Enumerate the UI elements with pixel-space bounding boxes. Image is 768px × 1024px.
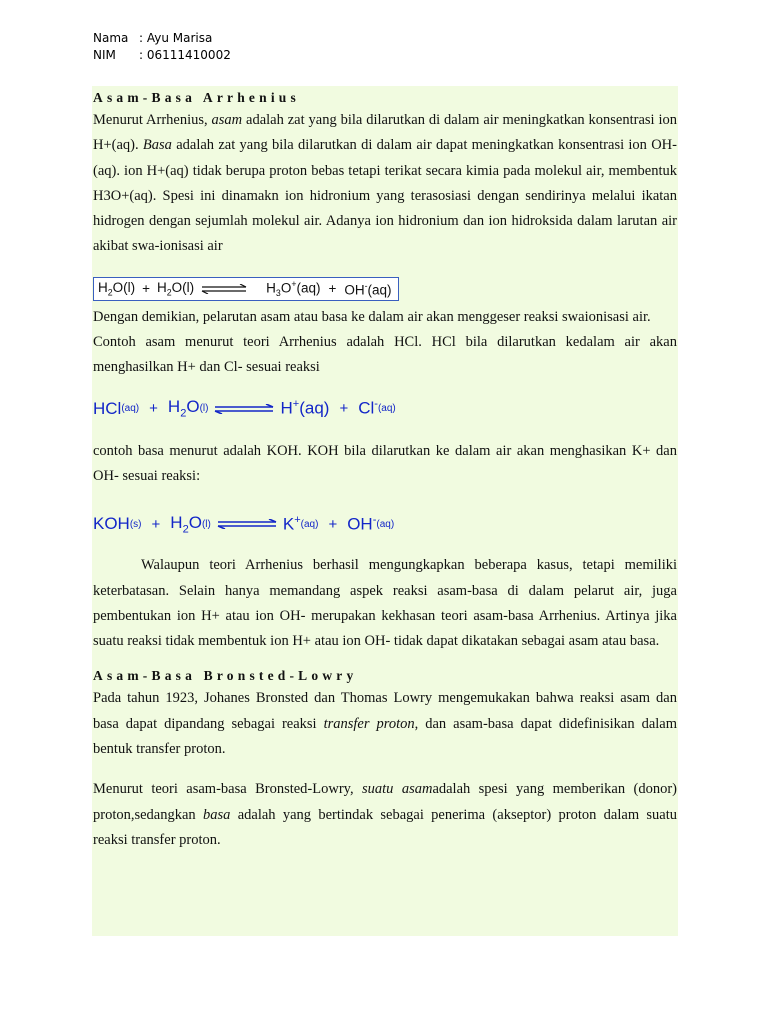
nim-value: : 06111410002 (139, 48, 231, 62)
equation-hcl (93, 396, 677, 422)
eq2-hcl: HCl (93, 398, 122, 418)
term-basa: Basa (142, 137, 172, 154)
eq3-water: $H_2O$ (170, 513, 202, 536)
eq2-water: $H_2O$ (167, 397, 200, 420)
state-label: (aq) (121, 403, 140, 415)
equilibrium-arrow-icon (214, 404, 274, 414)
text-run: Pada tahun 1923, Johanes Bronsted dan Thomas Lowry mengemukakan bahwa reaksi asam dan basa dapat dipandang sebagai reaksi (93, 690, 677, 732)
eq1-reactant1: $H_2O(l)$ (98, 279, 136, 298)
eq1-reactant2: $H_2O(l)$ (157, 279, 195, 298)
eq3-hydroxide-ion: OH- (347, 513, 377, 534)
paragraph-base-example: contoh basa menurut adalah KOH. KOH bila dilarutkan ke dalam air akan menghasikan K+ dan OH- sesuai reaksi: (93, 442, 677, 484)
eq3-potassium-ion: K+ (282, 513, 301, 534)
heading-bronsted-lowry: Asam-Basa Bronsted-Lowry (93, 668, 358, 684)
eq1-product1: $H_3O^+(aq)$ (266, 279, 321, 299)
paragraph-acid-example: Contoh asam menurut teori Arrhenius adalah HCl. HCl bila dilarutkan kedalam air akan menghasilkan H+ dan Cl- sesuai reaksi (93, 334, 677, 376)
state-label: (aq) (376, 518, 395, 530)
plus-sign: + (142, 281, 151, 297)
plus-sign: + (149, 400, 158, 418)
equation-water-autoionization (93, 277, 399, 301)
student-header (93, 30, 231, 64)
paragraph-bronsted-definition (93, 777, 677, 853)
eq1-product2: OH-(aq) (344, 280, 392, 298)
term-transfer-proton: transfer proton (323, 715, 415, 732)
plus-sign: + (339, 400, 349, 418)
term-basa: basa (203, 806, 231, 823)
eq3-koh: KOH (93, 514, 130, 534)
state-label: (l) (199, 403, 209, 415)
state-label: (s) (129, 518, 142, 530)
plus-sign: + (328, 515, 338, 533)
document-body (92, 86, 678, 936)
text-run: Menurut Arrhenius, (93, 112, 212, 128)
paragraph-shift: Dengan demikian, pelarutan asam atau basa ke dalam air akan menggeser reaksi swaionisasi air. (93, 308, 651, 325)
state-label: (aq) (300, 518, 319, 530)
state-label: (aq) (377, 403, 396, 415)
equilibrium-arrow-icon (217, 519, 277, 529)
text-run: adalah yang bertindak sebagai penerima (akseptor) proton dalam suatu reaksi transfer proton. (93, 806, 678, 848)
text-run: Menurut teori asam-basa Bronsted-Lowry, (93, 781, 362, 798)
heading-arrhenius: Asam-Basa Arrhenius (93, 90, 300, 105)
paragraph-bronsted-history (93, 686, 677, 762)
state-label: (l) (201, 518, 211, 530)
plus-sign: + (328, 281, 337, 297)
nama-label: Nama (93, 31, 129, 45)
text-run: adalah zat yang bila dilarutkan di dalam air meningkatkan konsentrasi ion H+(aq). (93, 112, 677, 154)
nama-value: : Ayu Marisa (139, 31, 213, 45)
equation-koh (93, 511, 677, 537)
plus-sign: + (151, 515, 161, 533)
eq2-chloride-ion: Cl- (358, 398, 378, 418)
term-suatu-asam: suatu asam (362, 781, 433, 798)
text-run: , dan asam-basa dapat didefinisikan dalam bentuk transfer proton. (93, 715, 678, 758)
text-run: adalah zat yang bila dilarutkan di dalam air dapat meningkatkan konsentrasi ion OH-(aq). ion H+(aq) tidak berupa proton bebas tetapi terikat secara kimia pada molekul air, membentuk H3O+(aq). Spesi ini dinamakn ion hidronium yang terasosiasi dengan sendirinya melalui ikatan hidrogen dengan sejumlah molekul air. Adanya ion hidronium dan ion hidroksida dalam larutan air akibat swa-ionisasi air (93, 137, 677, 255)
eq2-hydrogen-ion: H+(aq) (280, 398, 330, 418)
nim-label: NIM (93, 48, 116, 62)
equilibrium-arrow-icon (200, 284, 248, 294)
paragraph-limitations: Walaupun teori Arrhenius berhasil mengungkapkan beberapa kasus, tetapi memiliki keterbatasan. Selain hanya memandang aspek reaksi asam-basa di dalam pelarut air, juga pembentukan ion H+ atau ion OH- merupakan kekhasan teori asam-basa Arrhenius. Artinya jika suatu reaksi tidak membentuk ion H+ atau ion OH- tidak dapat dikatakan sebagai asam atau basa. (93, 557, 677, 650)
term-asam: asam (211, 112, 243, 128)
text-run: adalah spesi yang memberikan (donor) proton,sedangkan (93, 781, 677, 823)
paragraph-arrhenius-definition (93, 108, 677, 260)
